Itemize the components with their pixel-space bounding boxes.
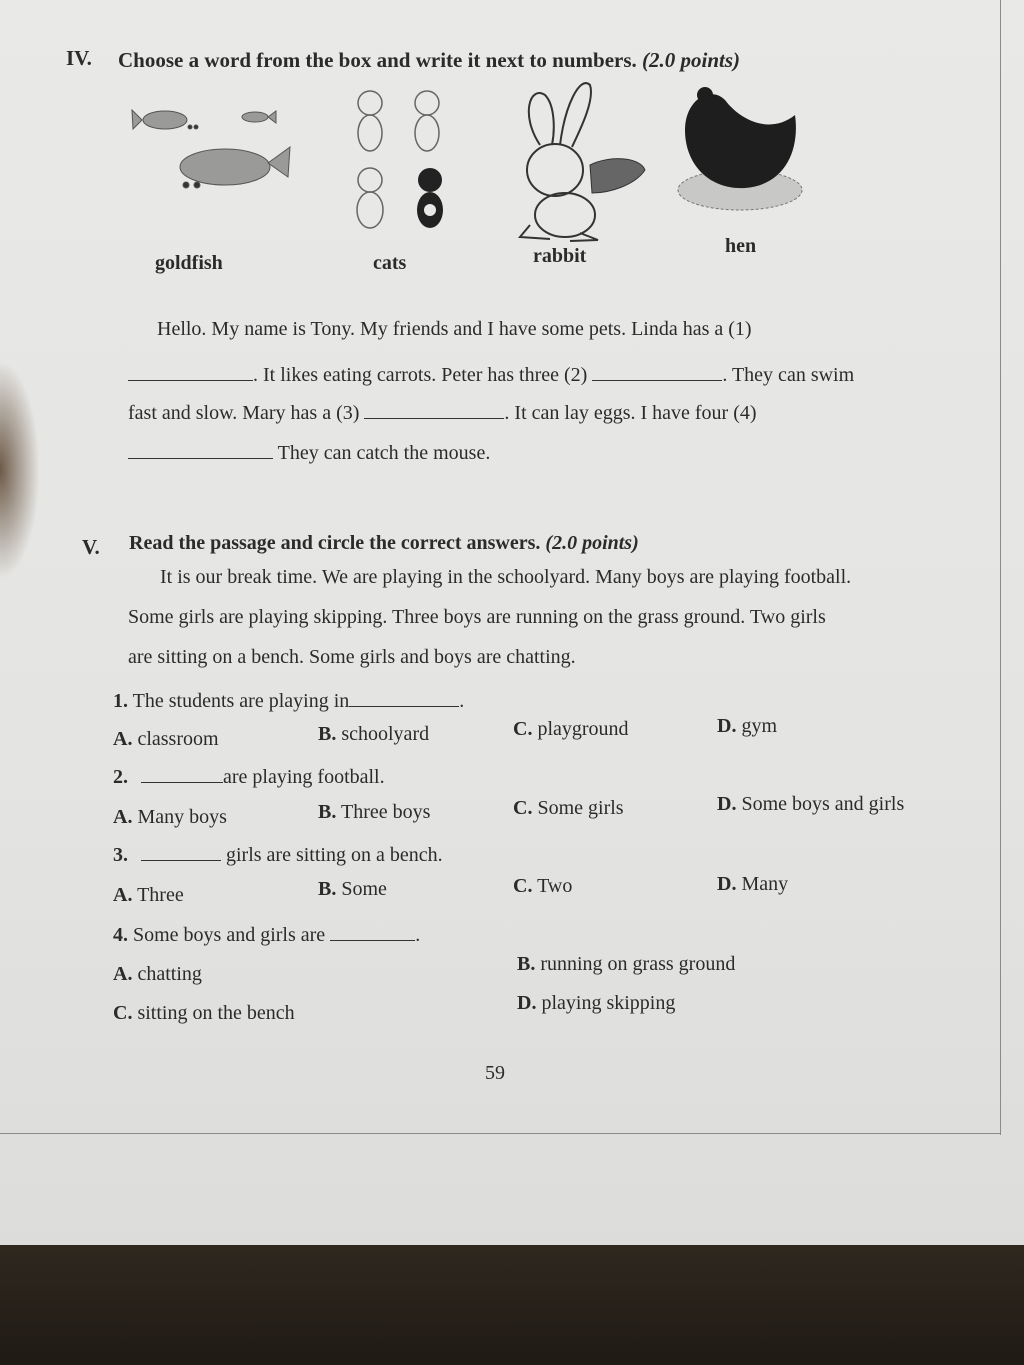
thumb-shadow bbox=[0, 360, 40, 580]
passage-4-line-2 bbox=[128, 362, 854, 387]
q4-option-a[interactable]: A. chatting bbox=[113, 963, 202, 985]
passage-4-line-3 bbox=[128, 400, 757, 425]
page-number: 59 bbox=[485, 1062, 505, 1084]
q2-option-b[interactable]: B. Three boys bbox=[318, 801, 431, 823]
caption-cats: cats bbox=[373, 252, 407, 274]
answer-blank-3[interactable] bbox=[364, 400, 504, 419]
question-text-end: . bbox=[415, 924, 421, 946]
q1-option-c[interactable]: C. playground bbox=[513, 718, 629, 740]
q2-option-a[interactable]: A. Many boys bbox=[113, 806, 227, 828]
caption-goldfish: goldfish bbox=[155, 252, 223, 274]
answer-blank-4[interactable] bbox=[128, 440, 273, 459]
question-4 bbox=[113, 922, 420, 947]
question-blank[interactable] bbox=[141, 842, 221, 861]
cats-picture bbox=[345, 85, 460, 240]
page-border-right bbox=[1000, 0, 1001, 1135]
section-5-points: (2.0 points) bbox=[545, 532, 639, 554]
q3-option-a[interactable]: A. Three bbox=[113, 884, 184, 906]
question-1 bbox=[113, 688, 464, 713]
question-text-end: girls are sitting on a bench. bbox=[226, 844, 443, 866]
question-text: The students are playing in bbox=[132, 690, 350, 712]
section-4-instruction: Choose a word from the box and write it next to numbers. bbox=[118, 48, 637, 72]
question-number: 4. bbox=[113, 924, 128, 946]
passage-4-text: They can catch the mouse. bbox=[277, 442, 491, 464]
passage-4-text: . It can lay eggs. I have four (4) bbox=[504, 402, 757, 424]
question-blank[interactable] bbox=[141, 764, 223, 783]
passage-5-line-3: are sitting on a bench. Some girls and boys are chatting. bbox=[128, 646, 576, 668]
question-3 bbox=[113, 842, 443, 867]
passage-4-line-1: Hello. My name is Tony. My friends and I have some pets. Linda has a (1) bbox=[157, 318, 752, 340]
goldfish-picture bbox=[130, 95, 300, 215]
section-4-title bbox=[118, 48, 740, 73]
question-blank[interactable] bbox=[330, 922, 415, 941]
passage-5-line-1: It is our break time. We are playing in the schoolyard. Many boys are playing football. bbox=[160, 566, 852, 588]
q3-option-d[interactable]: D. Many bbox=[717, 873, 789, 895]
section-4-number: IV. bbox=[66, 46, 92, 70]
question-text-end: are playing football. bbox=[223, 766, 385, 788]
background-fabric bbox=[0, 1245, 1024, 1365]
caption-hen: hen bbox=[725, 235, 757, 257]
question-text: Some boys and girls are bbox=[133, 924, 326, 946]
q4-option-c[interactable]: C. sitting on the bench bbox=[113, 1002, 295, 1024]
section-4-points: (2.0 points) bbox=[642, 48, 741, 72]
question-2 bbox=[113, 764, 385, 789]
question-number: 1. bbox=[113, 690, 128, 712]
q1-option-b[interactable]: B. schoolyard bbox=[318, 723, 430, 745]
q2-option-d[interactable]: D. Some boys and girls bbox=[717, 793, 905, 815]
q1-option-d[interactable]: D. gym bbox=[717, 715, 778, 737]
q2-option-c[interactable]: C. Some girls bbox=[513, 797, 624, 819]
q3-option-c[interactable]: C. Two bbox=[513, 875, 573, 897]
passage-5-line-2: Some girls are playing skipping. Three boys are running on the grass ground. Two girls bbox=[128, 606, 826, 628]
section-5-number: V. bbox=[82, 535, 100, 559]
q4-option-b[interactable]: B. running on grass ground bbox=[517, 953, 736, 975]
passage-4-text: fast and slow. Mary has a (3) bbox=[128, 402, 360, 424]
answer-blank-2[interactable] bbox=[592, 362, 722, 381]
passage-4-text: . They can swim bbox=[722, 364, 855, 386]
caption-rabbit: rabbit bbox=[533, 245, 587, 267]
question-blank[interactable] bbox=[349, 688, 459, 707]
q3-option-b[interactable]: B. Some bbox=[318, 878, 387, 900]
question-number: 3. bbox=[113, 844, 128, 866]
answer-blank-1[interactable] bbox=[128, 362, 253, 381]
page-border-bottom bbox=[0, 1133, 1001, 1134]
section-5-title bbox=[129, 532, 639, 555]
passage-4-text: . It likes eating carrots. Peter has three (2) bbox=[253, 364, 588, 386]
rabbit-picture bbox=[510, 75, 655, 245]
q4-option-d[interactable]: D. playing skipping bbox=[517, 992, 676, 1014]
question-text-end: . bbox=[459, 690, 465, 712]
hen-picture bbox=[670, 80, 805, 220]
question-number: 2. bbox=[113, 766, 128, 788]
section-5-instruction: Read the passage and circle the correct answers. bbox=[129, 532, 541, 554]
passage-4-line-4 bbox=[128, 440, 490, 465]
q1-option-a[interactable]: A. classroom bbox=[113, 728, 219, 750]
